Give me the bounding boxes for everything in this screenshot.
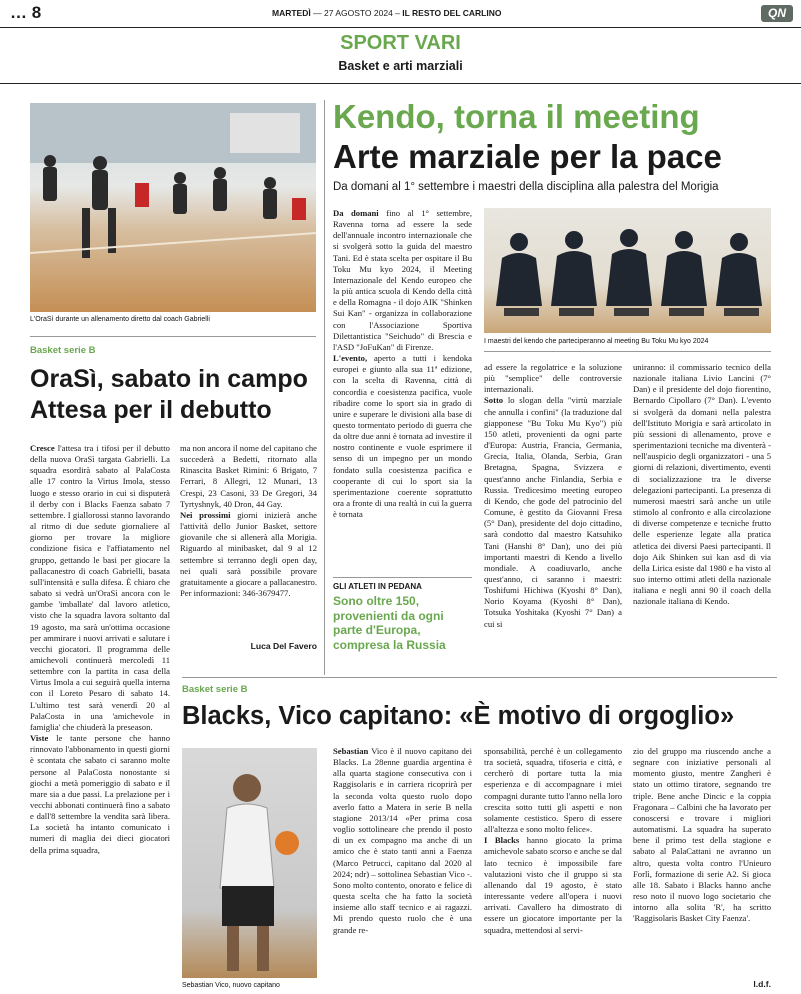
kendo-column-2 <box>484 362 622 675</box>
vico-photo <box>182 748 317 978</box>
orasi-text-1: l'attesa tra i tifosi per il debutto della nuova OraSì targata Gabrielli. La squadra esordirà sabato al PalaCosta alle 17 contro la Virtus Imola, stesso luogo e stesso orario in cui si disputerà il derby con i Blacks Faenza sabato 7 settembre. I giallorossi stanno lavorando al ritmo di due sedute giornaliere al giorno per trovare la migliore condizione fisica e l'affiatamento nel gruppo, gettando le basi per giocare la pallacanestro di coach Gabrielli, basata sull'intensità e sulla difesa. È chiaro che sabato si vedrà un'OraSì ancora con le gambe 'imballate' dal lavoro atletico, visto che la squadra lavora soltanto dal 19 agosto, ma sarà un'ottima occasione per ammirare i nuovi arrivati e salutare i vecchi giocatori. Il programma delle amichevoli continuerà mercoledì 11 settembre con la partita in casa della Virtus Imola a cui seguirà quella interna con il Loreto Pesaro di sabato 14. L'ultimo test sarà venerdì 20 al PalaCosta in una 'amichevole in famiglia' che chiuderà la preseason. <box>30 443 170 732</box>
divider-kendo-box <box>333 577 472 578</box>
orasi-text-4: giorni inizierà anche l'attività dello Junior Basket, settore giovanile che si allenerà alla Morigia. Riguardo al minibasket, dal 9 al 12 settembre si terranno degli open day, nei quali sarà possibile provare gratuitamente a giocare a pallacanestro. Per informazioni: 346-3679477. <box>180 509 317 599</box>
kendo-box-kicker: GLI ATLETI IN PEDANA <box>333 582 422 591</box>
orasi-text-3: ma non ancora il nome del capitano che succederà a Bedetti, ritornato alla Rinascita Basket Rimini: 6 Brigato, 7 Ferrari, 8 Allegri, 12 Munari, 13 Crespi, 23 Casoni, 33 De Gregori, 34 Tyrtyshnyk, 40 Dron, 44 Gay. <box>180 443 317 509</box>
page-number: … 8 <box>10 3 42 22</box>
kendo-headline-2: Arte marziale per la pace <box>333 138 722 175</box>
vico-silhouette <box>182 748 317 978</box>
blacks-headline: Blacks, Vico capitano: «È motivo di orgoglio» <box>182 702 735 730</box>
kendo-lead-1: Da domani <box>333 208 379 218</box>
orasi-lead-3: Nei prossimi <box>180 509 231 520</box>
kendo-text-5: uniranno: il commissario tecnico della nazionale italiana Livio Lancini (7° Dan) e il presidente del dojo fiorentino, Bernardo Cipollaro (7° Dan). L'evento si svolgerà da domani nella palestra dell'Istituto Morigia e sarà articolato in più sessioni di allenamento, prove e sperimentazioni tecniche ma diventerà - nell'auspicio degli organizzatori - una 5 giorni di relazioni, divertimento, eventi di socializzazione tra le diverse delegazioni partecipanti. La presenza di numerosi maestri sarà anche un utile stimolo al confronto e alla circolazione di diverse competenze e tecniche frutto delle esperienze legate alla pratica atletica dei diversi Paesi partecipanti. Il dojo Aik Shinken sui kan asd di via della Lirica esiste dal 1980 e ha visto al suo interno ottimi atleti della nazionale italiana e negli anni 90 il coach della nazionale italiana di Kendo. <box>633 362 771 607</box>
kendo-photo-caption: I maestri del kendo che parteciperanno al meeting Bu Toku Mu kyo 2024 <box>484 338 709 345</box>
kendo-lead-3: Sotto <box>484 395 504 406</box>
kendo-text-3: ad essere la regolatrice e la soluzione più "semplice" delle controversie internazionali. <box>484 362 622 395</box>
section-title: SPORT VARI <box>340 32 461 54</box>
kendo-column-1 <box>333 208 472 578</box>
kendo-masters-photo <box>484 208 771 333</box>
orasi-signature: Luca Del Favero <box>250 641 317 651</box>
vico-photo-caption: Sebastian Vico, nuovo capitano <box>182 982 280 989</box>
vertical-divider <box>324 100 325 675</box>
blacks-lead-1: Sebastian <box>333 746 369 756</box>
blacks-text-4: zio del gruppo ma riuscendo anche a segnare con iniziative personali al momento giusto, mentre Zangheri è stato un ottimo tiratore, segnando tre triple. Bene anche Dincic e la coppia Fragonara – Calbini che ha lavorato per conoscersi e trovare i migliori automatismi. La squadra ha superato bene il primo test della stagione e sabato al PalaCattani ne avranno un altro, questa volta contro l'Unieuro Forlì, formazione di serie A2. Si gioca alle 18. Sabato i Blacks hanno anche reso noto il nuovo logo societario che intorno alla solita 'R', ha scritto 'Raggisolaris Basket City Faenza'. <box>633 746 771 924</box>
kendo-text-1: fino al 1° settembre, Ravenna torna ad essere la sede dell'annuale incontro internazionale che si svolgerà sotto la guida del maestro Tani. Ed è stata scelta per ospitare il Bu Toku Mu kyo 2024, il Meeting Internazionale del Kendo europeo che la più antica scuola di Kendo della città e della Romagna - il dojo AIK "Shinken Sui Kan" - organizza in collaborazione con l'Associazione Sportiva Dilettantistica "Seichudo" di Brescia e l'ASD "JoFuKan" di Firenze. <box>333 208 472 352</box>
kendo-text-4: lo slogan della "virtù marziale che annulla i confini" (la traduzione dal giapponese "Bu Toku Mu Kyo") più 150 atleti, provenienti da ogni parte d'Europa: Austria, Francia, Germania, Grecia, Italia, Olanda, Serbia, Gran Bretagna, Spagna, Svizzera e quest'anno anche Finlandia, Serbia e Russia. Tredicesimo meeting europeo di Kendo, che gode del patrocinio del Comune, è gestito da Giovanni Fresa (5° Dan), presidente del dojo cittadino, sarà condotto dal maestro Katsuhiko Tani (Hanshi 8° Dan), uno dei più importanti maestri di Kendo a livello mondiale. A coadiuvarlo, anche quest'anno, ci saranno i maestri: Toshifumi Hichiwa (Kyoshi 8° Dan), Norio Koyama (Kyoshi 8° Dan), Totsuka Yoshitaka (Kyoshi 7° Dan) a cui si <box>484 395 622 629</box>
kendo-subhead: Da domani al 1° settembre i maestri della disciplina alla palestra del Morigia <box>333 181 719 193</box>
blacks-column-2 <box>484 746 622 992</box>
paper-name: IL RESTO DEL CARLINO <box>402 8 502 18</box>
blacks-column-3 <box>633 746 771 978</box>
masters-silhouettes <box>484 208 771 333</box>
orasi-text-2: le tante persone che hanno rinnovato l'abbonamento in questi giorni è scontata che sabato ci saranno molte persone al PalaCosta nonostante si giochi a metà pomeriggio di sabato e il mare sia a due passi. La prelazione per i vecchi abbonati continuerà fino a sabato e dall'8 settembre la vendita sarà libera. La società ha intanto comunicato i numeri di maglia dei dieci giocatori della prima squadra, <box>30 733 170 855</box>
dateline <box>272 8 501 18</box>
divider-kendo-caption <box>484 351 771 352</box>
page-header <box>0 0 801 28</box>
qn-logo: QN <box>761 5 793 22</box>
section-divider <box>0 83 801 84</box>
divider-orasi-top <box>30 336 316 337</box>
kendo-headline-1: Kendo, torna il meeting <box>333 98 700 135</box>
blacks-lead-2: I Blacks <box>484 835 520 846</box>
orasi-lead-1: Cresce <box>30 443 55 453</box>
section-subtitle: Basket e arti marziali <box>338 59 463 73</box>
divider-blacks-top <box>182 677 777 678</box>
kendo-lead-2: L'evento, <box>333 353 368 364</box>
blacks-column-1 <box>333 746 472 992</box>
day: MARTEDÌ <box>272 8 311 18</box>
orasi-photo-caption: L'OraSì durante un allenamento diretto dal coach Gabrielli <box>30 316 210 323</box>
kendo-box-text: Sono oltre 150, provenienti da ogni parte d'Europa, compresa la Russia <box>333 594 446 652</box>
blacks-kicker: Basket serie B <box>182 684 248 695</box>
orasi-training-photo <box>30 103 316 312</box>
players-silhouettes <box>30 103 316 312</box>
orasi-headline-2: Attesa per il debutto <box>30 396 272 424</box>
kendo-text-2: aperto a tutti i kendoka europei e giunto alla sua 11ª edizione, con la scelta di Ravenna, città di concordia e coesistenza pacifica, vuole ribadire come lo sport sia in grado di unire e superare le divisioni alla base di questo tormentato periodo di guerra che da oltre due anni è tornata ad investire il nostro continente e vuole esprimere il senso di un impegno per un mondo fondato sulla coesistenza pacifica e cooperante di cui lo sport sia la sperimentazione coerente soprattutto ora a fronte di una realtà in cui la guerra è tornata <box>333 353 472 520</box>
orasi-column-1 <box>30 443 170 991</box>
orasi-lead-2: Viste <box>30 733 49 744</box>
date: — 27 AGOSTO 2024 – <box>313 8 400 18</box>
blacks-signature: l.d.f. <box>753 979 771 989</box>
blacks-text-2: sponsabilità, perché è un collegamento tra società, squadra, tifoseria e città, e cercherò di portare tutta la mia esperienza e di accompagnare i miei compagni durante tutto l'anno nella loro crescita sotto tutti gli aspetti e non solamente cestistico. Spero di essere all'altezza e sono molto felice». <box>484 746 622 835</box>
orasi-kicker: Basket serie B <box>30 345 96 356</box>
orasi-column-2 <box>180 443 317 633</box>
blacks-text-3: hanno giocato la prima amichevole sabato scorso e anche se dal lato tecnico è impossibile fare valutazioni visto che il gruppo si sta allenando dal 19 agosto, è stato interessante vedere all'opera i nuovi arrivati. Cavallero ha dimostrato di essere un giocatore importante per la squadra, mettendosi al servi- <box>484 835 622 935</box>
kendo-column-3 <box>633 362 771 675</box>
orasi-headline-1: OraSì, sabato in campo <box>30 365 308 393</box>
blacks-text-1: Vico è il nuovo capitano dei Blacks. La 28enne guardia argentina è alla quarta stagione consecutiva con i Raggisolaris e in carriera ricoprirà per la seconda volta questo ruolo dopo averlo fatto a Matera in serie B nella stagione 2013/14 «Per prima cosa voglio sottolineare che prendo il posto di un ex compagno ma anche di un amico che è stato tanti anni a Faenza (Marco Petrucci, capitano dal 2020 al 2024; ndr) – sottolinea Sebastian Vico -. Sono molto contento, onorato e felice di questa scelta che ha fatto la società insieme allo staff tecnico e ai ragazzi. Mi prendo questo ruolo che è una grande re- <box>333 746 472 935</box>
